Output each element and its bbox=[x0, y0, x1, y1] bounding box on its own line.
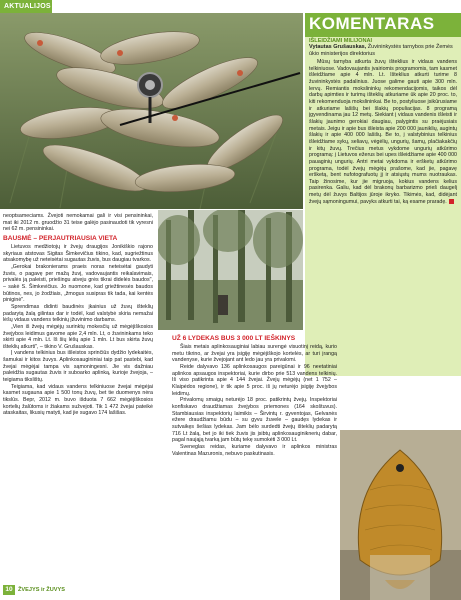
comment-sidebar bbox=[305, 13, 461, 376]
col1-para-3: „Gerokai brakonierams praeis noras neteisėtai gaudyti žuvis, o pagavę per mažą žuvį, vadovaujantis reikalavimais, privalės ją paleisti, priešingu atveju grės tikrai didelės baudos", – sakė S. Šimkevičius. Jo nuomone, kad griežtinesės baudos būtinos, nes, jo žodžiais, „žmogus susipras tik tada, kai kentės piniginė". bbox=[3, 263, 153, 304]
col1-para-7: Teigiama, kad vidaus vandens telkiniuose žvejai mėgėjai kasmet sugauna apie 1 500 tonų žuvų, bet tie duomenys nėra tikslūs. Bepr, 2012 m. buvo išduota 7 662 mėgėjiškosios kortelių žalūtoms ir žiakams sužvejoti. Tik 1 472 žvejai pateikė ataskaitas, likusių matyti, kad jie sugavo 174 lašišas. bbox=[3, 383, 153, 417]
article-column-1 bbox=[3, 213, 153, 417]
article-column-2 bbox=[172, 333, 337, 457]
sidebar-author bbox=[305, 44, 461, 58]
photo-forest bbox=[158, 210, 303, 330]
page-footer bbox=[3, 584, 65, 596]
brand-rest: ir ŽUVYS bbox=[39, 587, 65, 593]
author-role: Žuvininkystės tarnybos prie Žemės ūkio ministerijos direktorius bbox=[309, 44, 453, 57]
footer-brand bbox=[18, 587, 65, 593]
sidebar-body-text: Mūsų tarnyba atkurta žuvų išteklius ir vidaus vandens telkiniuose. Vadovaujantis įvairiomis programomis, tam kasmet išleidžiame apie 4 mln. Lt. Išteklius atkurti turime 8 žuvininkystės padalinius. Juose galime gauti apie 300 mln. lervų. Remiantis mokslininkų rekomendacijomis, taikos dėl darbų apimties ir turimų išteklių atkuriame ūk apie 20 proc. to, kiti rekomenduoja mokslininkai. Be to, postyliuose įsikūrusiame ir atkuriame lašišų bei šlakių populiacijas. 8 programą įgyvendinama jau 12 metų. Siekiant į vidaus vandenis išleisti ir šlakių jaunimo gerokiai daugiau, palygintis su praėjusiais metais. Jeigu ir apie bus išleista apie 200 000 jauniklių, augintų šlakių ir apie 400 000 lašišų. Be to, į valstybinius telkinius išleidžiame sykų, seliavų, vėgėlių, ungurių, šamų, plačiakakčių ir kitų žuvų. Trečius metus vykdome ungurių atkūrimo programą: į Lietuvos ežerus bei upes išleidžiame apie 400 000 pauaginių ungurių. Antri metai vykdoma ir eršketų atkūrimo programa, todėl žvejų mėgėjų prašome, kad jie, pagavę eršketą, bent nufotografuotų jį ir atsiųstų mums nuotraukas. Taip žinosime, kur jie migruoja, kokius vandens kelius pasirenka. Galiu, kad dėl brakonų barbarizmo prieš daugelį metų dėl žuvys Baltijos jūroje ikryko. Tikimės, kad, didėjant žvejų sąmoningumui, pavyks atkurti tai, ką esame praradę. bbox=[309, 59, 457, 205]
end-mark bbox=[449, 199, 454, 204]
col1-para-1: neoptsameciams. Žvejoti nemokamai gali ir visi pensininkai, mat iki 2012 m. gruodžio 31 teise galėjo pasinaudoti tik vyresni nei 62 m. pensininkai. bbox=[3, 213, 153, 233]
col1-para-6: Į vandens telkinius bus išleistos sprinčiūs dydžio lydekaitės, šamukai ir kitos žuvys. Aplinkosaugininiai taip pat pastebi, kad žvejai mėgėjai tampa vis sąmoningesni. Jie vis dažniau paleidžia sugautas žuvis ir suboarko aplinką, kurioje žvejoja, – teigiama tikslištų. bbox=[3, 350, 153, 384]
photo-carp bbox=[340, 430, 461, 600]
col2-para-3: Privalomų smaigų neturėjo 18 proc. patikrintų žvejų. Inspektoriai konfiskavo draudžiamas žvejybos priemones (164 skoštuvus). Stambiausias inspektorių laimikis – Širvintų r. gyventojas, Gelvanės ežere draudžiamu būdu – su gyvu žuvele – gaudęs lydekas ir sutvaikęs šešias lydekas. Jam bėlo surdedti žvejų išteklių padarytą 716 Lt žalą, bet jo iki tiek žuvis jis įsibtų aplinkosauginiknerių dabar, pagal naująją tvarką jam būtų tekę sumokėti 3 000 Lt. bbox=[172, 397, 337, 444]
sidebar-subtitle: IŠLEIDŽIAMI MILIJONAI bbox=[309, 38, 373, 44]
col2-heading: UŽ 6 LYDEKAS BUS 3 000 LT IEŠKINYS bbox=[172, 335, 296, 342]
brand-name: ŽVEJYS bbox=[18, 587, 40, 593]
photo-caught-fish bbox=[0, 13, 303, 209]
col1-heading: BAUSMĖ – PERJAUTRIAUSIA VIETA bbox=[3, 234, 118, 242]
sidebar-body bbox=[305, 58, 461, 205]
col2-para-2: Reide dalyvavo 136 aplinkosaugos pareigūnai ir 96 neetatiniai aplinkos apsaugos inspektoriai, kurie dirbo prie 513 vandens telkinių. Iš viso patikrinta apie 4 144 žvejai. Žvejų mėgėjų (net 1 752 – Klaipėdos regione), ir tik apie 5 proc. iš jų neturėjo įsigiję žvejybos leidimų. bbox=[172, 363, 337, 397]
sidebar-title: KOMENTARAS bbox=[305, 13, 461, 37]
author-name: Vytautas Grušauskas, bbox=[309, 44, 367, 50]
col1-para-5: „Vien iš žvejų mėgėjų surinktų mokesčių už mėgėjiškosios žvejybos leidimus gavome apie 2,4 mln. Lt, o žuvininkams teko skirti apie 4 mln. Lt. Iš šių lėšų apie 1 mln. Lt bus skirta žuvų išteklių atkurti", – tikino V. Grušauskas. bbox=[3, 323, 153, 350]
col2-para-4: Sveneglas reidas, kuriame dalyvavo ir aplinkos ministras Valentinas Mazuronis, nebuvo paskutinasis. bbox=[172, 443, 337, 457]
col1-para-4: Sprendimas didinti baudinės įkainius už žuvų išteklių padarytą žalą gilintas dar ir todėl, kad valstybė skiria nemažai lėšų vidaus vandens telkinių įžuvinimo darbams. bbox=[3, 303, 153, 324]
page-number: 10 bbox=[3, 585, 15, 595]
section-tab: AKTUALIJOS bbox=[0, 0, 52, 13]
col1-para-2: Lietuvos medžiotojų ir žvejų draugijos Jonikiškio rajono skyriaus atstovas Sigitas Šimkevičius tikino, kad, sugriežtinus atsakomybę už neteisėtai sugautas žuvis, bus daugiau tvarkos. bbox=[3, 243, 153, 264]
col2-para-1: Šiais metais aplinkosauginiai labiau surengė visuotinį reidą, kurio metu tikrino, ar žvejai yra įsigiję mėgėjiškojo kortelės, ar turi įrangą vandenyse, kurie žvejojant ant ledo jau yra privalomi. bbox=[172, 344, 337, 364]
